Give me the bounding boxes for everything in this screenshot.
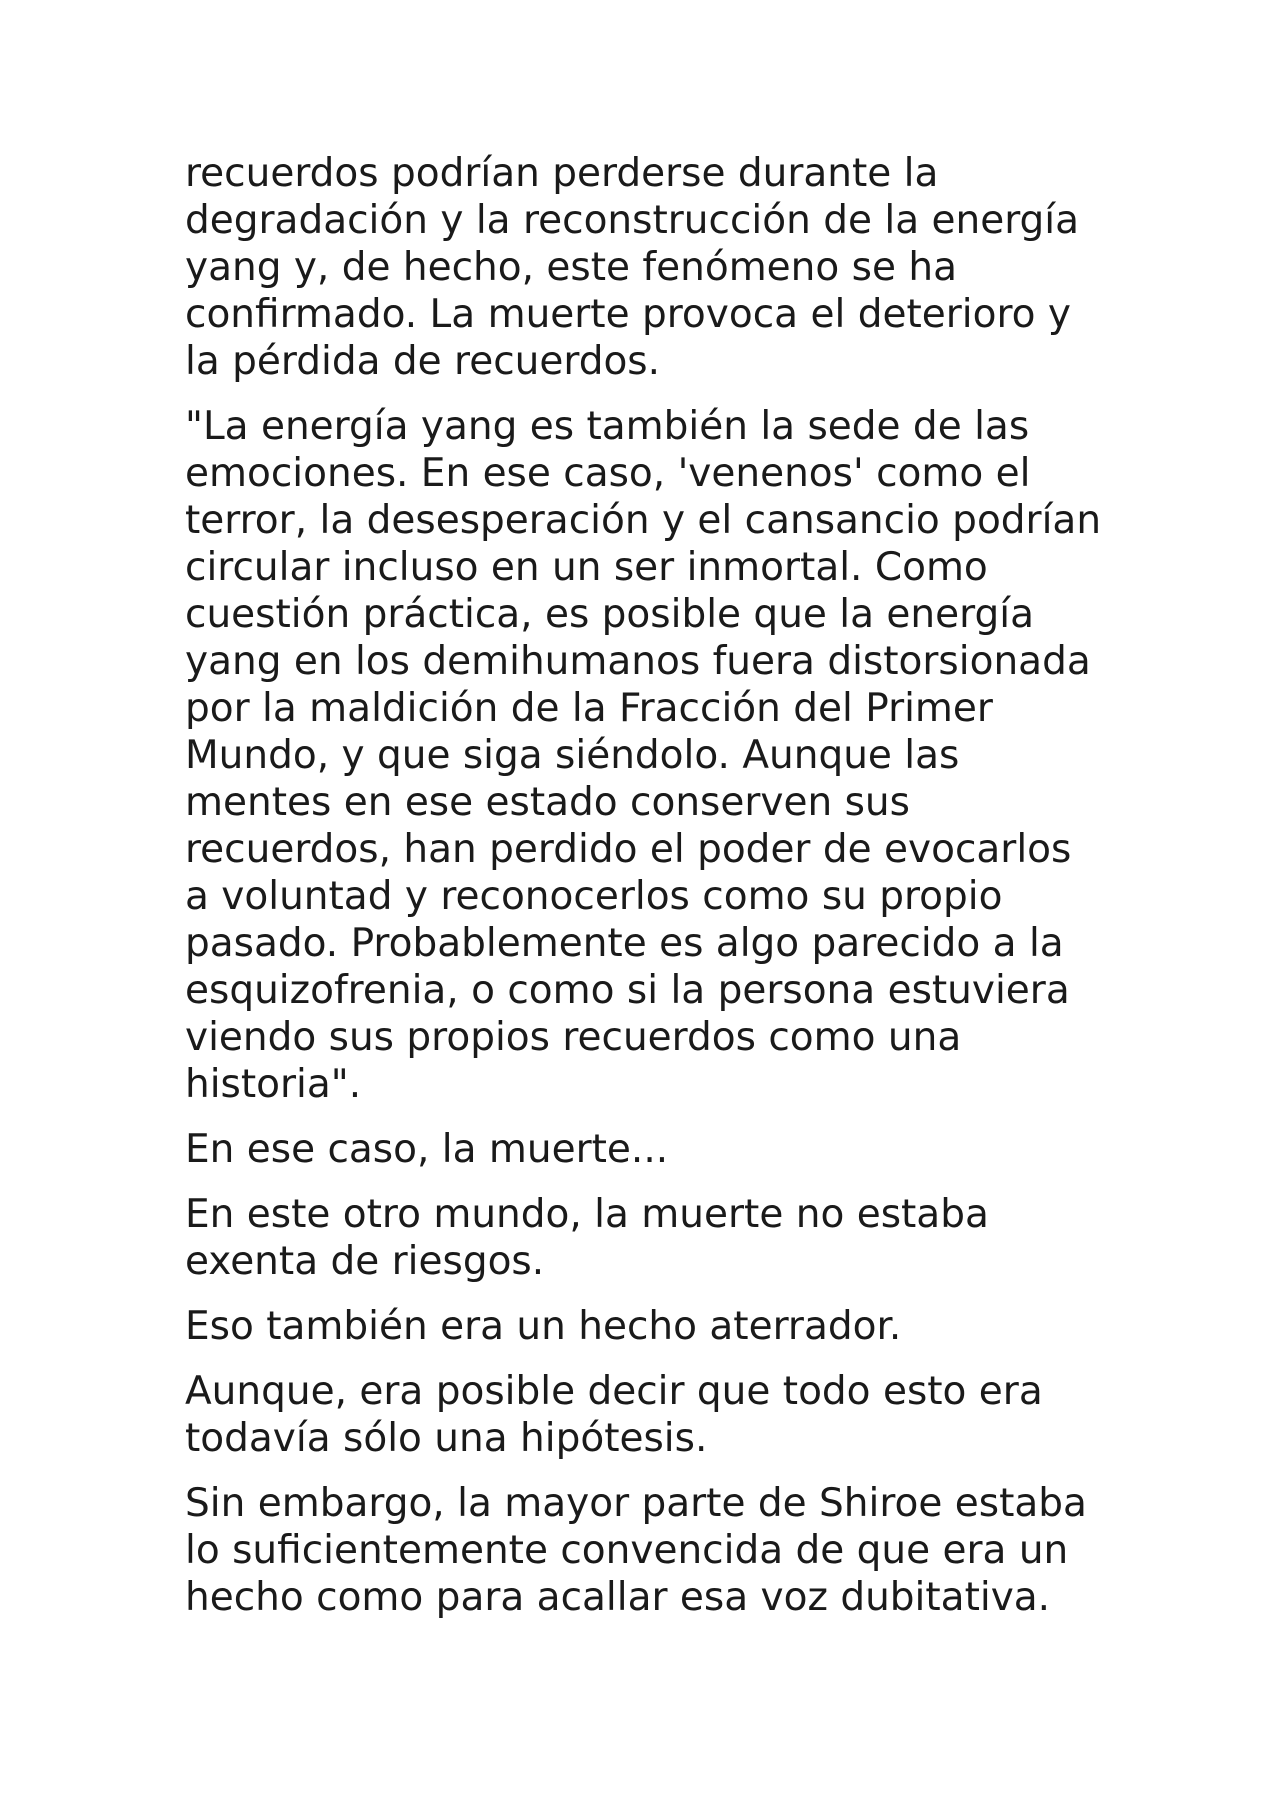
paragraph-4: En este otro mundo, la muerte no estaba exenta de riesgos.: [185, 1192, 989, 1284]
paragraph-2: "La energía yang es también la sede de las emociones. En ese caso, 'venenos' como el terror, la desesperación y el cansancio podrían circular incluso en un ser inmortal. Como cuestión práctica, es posible que la energía yang en los demihumanos fuera distorsionada por la maldición de la Fracción del Primer Mundo, y que siga siéndolo. Aunque las mentes en ese estado conserven sus recuerdos, han perdido el poder de evocarlos a voluntad y reconocerlos como su propio pasado. Probablemente es algo parecido a la esquizofrenia, o como si la persona estuviera viendo sus propios recuerdos como una historia".: [185, 404, 1102, 1107]
paragraph-3: En ese caso, la muerte...: [185, 1127, 669, 1172]
paragraph-6: Aunque, era posible decir que todo esto era todavía sólo una hipótesis.: [185, 1369, 1043, 1461]
paragraph-5: Eso también era un hecho aterrador.: [185, 1304, 902, 1349]
document-body: [185, 150, 1105, 1639]
paragraph-1: recuerdos podrían perderse durante la degradación y la reconstrucción de la energía yang y, de hecho, este fenómeno se ha confirmado. La muerte provoca el deterioro y la pérdida de recuerdos.: [185, 151, 1080, 384]
paragraph-7: Sin embargo, la mayor parte de Shiroe estaba lo suficientemente convencida de que era un hecho como para acallar esa voz dubitativa.: [185, 1481, 1087, 1620]
